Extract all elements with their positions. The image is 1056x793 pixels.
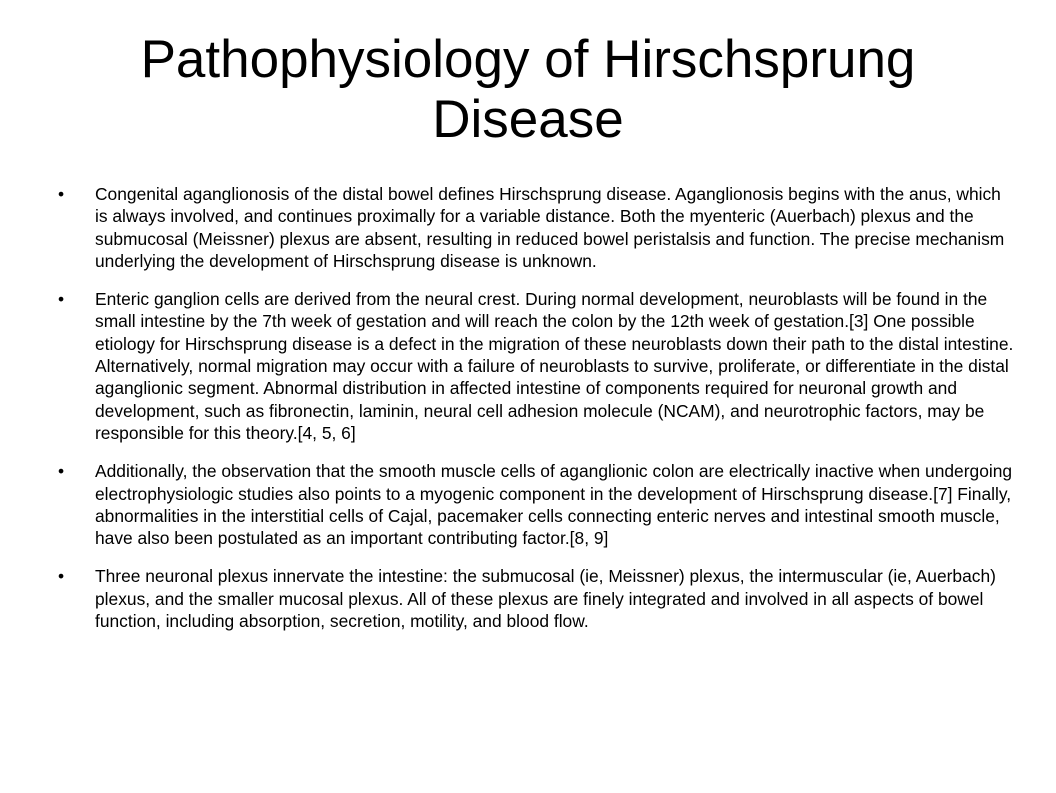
bullet-text: Congenital aganglionosis of the distal bowel defines Hirschsprung disease. Aganglionosis begins with the anus, which is always involved, and continues proximally for a variable distance. Both the myenteric (Auerbach) plexus and the submucosal (Meissner) plexus are absent, resulting in reduced bowel peristalsis and function. The precise mechanism underlying the development of Hirschsprung disease is unknown. [95,184,1005,271]
bullet-list [58,183,1018,648]
bullet-item [58,460,1018,549]
bullet-item [58,565,1018,632]
bullet-marker: • [58,184,65,204]
bullet-text: Three neuronal plexus innervate the intestine: the submucosal (ie, Meissner) plexus, the intermuscular (ie, Auerbach) plexus, and the smaller mucosal plexus. All of these plexus are finely integrated and involved in all aspects of bowel function, including absorption, secretion, motility, and blood flow. [95,566,996,632]
bullet-item [58,288,1018,444]
slide-title: Pathophysiology of Hirschsprung Disease [140,30,916,149]
bullet-marker: • [58,566,65,587]
bullet-marker: • [58,461,65,482]
bullet-text: Additionally, the observation that the smooth muscle cells of aganglionic colon are electrically inactive when undergoing electrophysiologic studies also points to a myogenic component in the development of Hirschsprung disease.[7] Finally, abnormalities in the interstitial cells of Cajal, pacemaker cells connecting enteric nerves and intestinal smooth muscle, have also been postulated as an important contributing factor.[8, 9] [95,461,1013,549]
bullet-item [58,183,1018,272]
bullet-text: Enteric ganglion cells are derived from the neural crest. During normal development, neuroblasts will be found in the small intestine by the 7th week of gestation and will reach the colon by the 12th week of gestation.[3] One possible etiology for Hirschsprung disease is a defect in the migration of these neuroblasts down their path to the distal intestine. Alternatively, normal migration may occur with a failure of neuroblasts to survive, proliferate, or differentiate in the distal aganglionic segment. Abnormal distribution in affected intestine of components required for neuronal growth and development, such as fibronectin, laminin, neural cell adhesion molecule (NCAM), and neurotrophic factors, may be responsible for this theory.[4, 5, 6] [95,289,1014,443]
bullet-marker: • [58,289,65,310]
